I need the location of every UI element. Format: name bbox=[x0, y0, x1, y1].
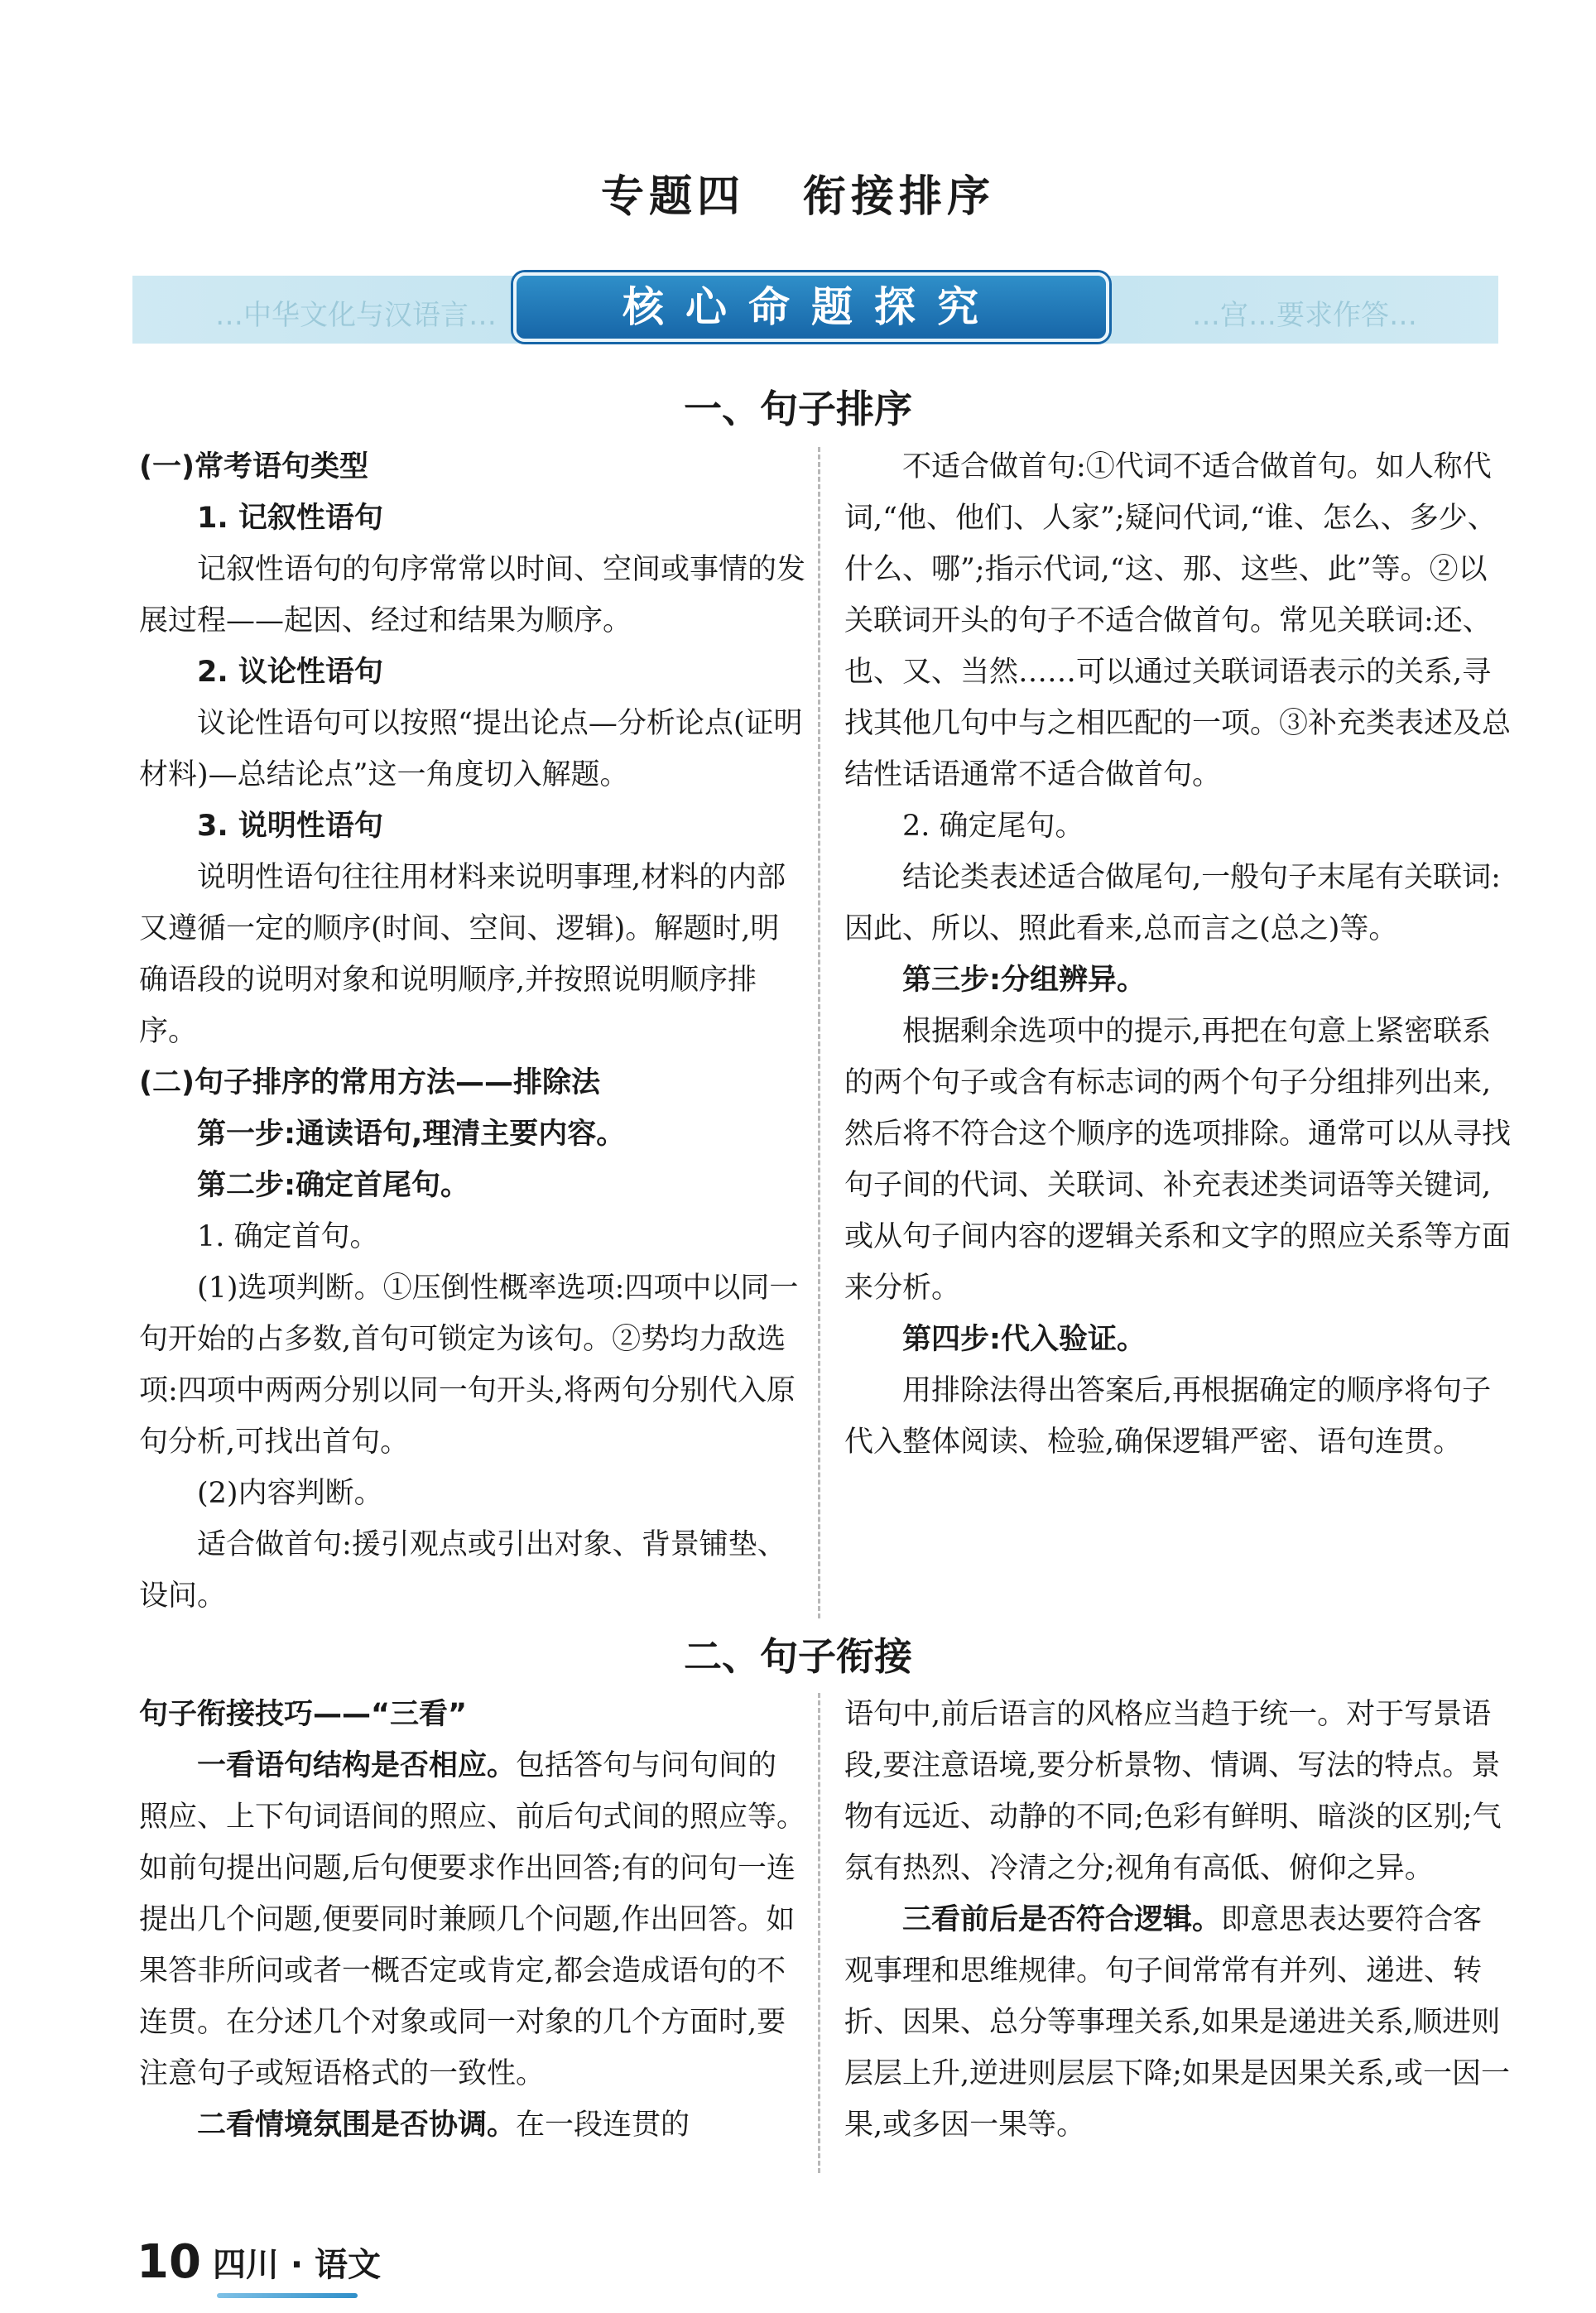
subsection-heading: (一)常考语句类型 bbox=[139, 450, 368, 483]
section-banner bbox=[132, 276, 1498, 344]
subsection-heading: 句子衔接技巧——“三看” bbox=[139, 1698, 468, 1731]
column-divider bbox=[818, 1693, 820, 2173]
section1-right-column bbox=[844, 441, 1511, 1468]
paragraph: (2)内容判断。 bbox=[197, 1477, 383, 1510]
step-title: 第一步:通读语句,理清主要内容。 bbox=[197, 1118, 626, 1151]
banner-watermark-right: …宫…要求作答… bbox=[1192, 299, 1417, 332]
footer-label: 四川 · 语文 bbox=[212, 2246, 381, 2284]
banner-label: 核心命题探究 bbox=[513, 272, 1109, 342]
paragraph bbox=[139, 2099, 805, 2151]
paragraph-body: 在一段连贯的 bbox=[516, 2109, 690, 2142]
paragraph-body: 包括答句与问句间的照应、上下句词语间的照应、前后句式间的照应等。如前句提出问题,后句便要求作出回答;有的问句一连提出几个问题,便要同时兼顾几个问题,作出回答。如果答非所问或者一概否定或肯定,都会造成语句的不连贯。在分述几个对象或同一对象的几个方面时,要注意句子或短语格式的一致性。 bbox=[139, 1749, 806, 2090]
lead-phrase: 二看情境氛围是否协调。 bbox=[197, 2109, 517, 2142]
section-heading-sentence-ordering: 一、句子排序 bbox=[684, 387, 912, 431]
paragraph: (1)选项判断。①压倒性概率选项:四项中以同一句开始的占多数,首句可锁定为该句。②势均力敌选项:四项中两两分别以同一句开头,将两句分别代入原句分析,可找出首句。 bbox=[139, 1272, 799, 1459]
paragraph: 记叙性语句的句序常常以时间、空间或事情的发展过程——起因、经过和结果为顺序。 bbox=[139, 553, 806, 637]
paragraph bbox=[139, 1740, 805, 2099]
page-number: 10 bbox=[137, 2235, 201, 2289]
section-heading-sentence-linking: 二、句子衔接 bbox=[684, 1634, 912, 1679]
paragraph: 语句中,前后语言的风格应当趋于统一。对于写景语段,要注意语境,要分析景物、情调、写法的特点。景物有远近、动静的不同;色彩有鲜明、暗淡的区别;气氛有热烈、冷清之分;视角有高低、俯仰之异。 bbox=[844, 1698, 1502, 1885]
paragraph: 不适合做首句:①代词不适合做首句。如人称代词,“他、他们、人家”;疑问代词,“谁、怎么、多少、什么、哪”;指示代词,“这、那、这些、此”等。②以关联词开头的句子不适合做首句。常见关联词:还、也、又、当然……可以通过关联词语表示的关系,寻找其他几句中与之相匹配的一项。③补充类表述及总结性话语通常不适合做首句。 bbox=[844, 450, 1512, 791]
page-title bbox=[0, 161, 1596, 224]
paragraph: 议论性语句可以按照“提出论点—分析论点(证明材料)—总结论点”这一角度切入解题。 bbox=[139, 707, 803, 791]
step-title: 第四步:代入验证。 bbox=[902, 1323, 1146, 1356]
step-title: 第三步:分组辨异。 bbox=[902, 964, 1146, 997]
page-title-subject: 衔接排序 bbox=[803, 172, 996, 222]
lead-phrase: 一看语句结构是否相应。 bbox=[197, 1749, 517, 1782]
column-divider bbox=[818, 447, 820, 1618]
section2-left-column bbox=[139, 1689, 805, 2151]
item-title: 2. 议论性语句 bbox=[197, 656, 383, 689]
paragraph bbox=[844, 1894, 1511, 2151]
paragraph: 1. 确定首句。 bbox=[197, 1220, 379, 1253]
page-title-topic: 专题四 bbox=[600, 172, 745, 222]
item-title: 3. 说明性语句 bbox=[197, 810, 383, 843]
paragraph: 说明性语句往往用材料来说明事理,材料的内部又遵循一定的顺序(时间、空间、逻辑)。解题时,明确语段的说明对象和说明顺序,并按照说明顺序排序。 bbox=[139, 861, 786, 1048]
paragraph: 结论类表述适合做尾句,一般句子末尾有关联词:因此、所以、照此看来,总而言之(总之)等。 bbox=[844, 861, 1501, 945]
footer-underline bbox=[217, 2293, 358, 2298]
section2-right-column bbox=[844, 1689, 1511, 2151]
lead-phrase: 三看前后是否符合逻辑。 bbox=[902, 1903, 1222, 1936]
page-footer bbox=[137, 2235, 381, 2289]
item-title: 1. 记叙性语句 bbox=[197, 502, 383, 535]
paragraph: 用排除法得出答案后,再根据确定的顺序将句子代入整体阅读、检验,确保逻辑严密、语句连贯。 bbox=[844, 1374, 1492, 1459]
step-title: 第二步:确定首尾句。 bbox=[197, 1169, 469, 1202]
paragraph: 适合做首句:援引观点或引出对象、背景铺垫、设问。 bbox=[139, 1528, 786, 1613]
paragraph: 根据剩余选项中的提示,再把在句意上紧密联系的两个句子或含有标志词的两个句子分组排列出来,然后将不符合这个顺序的选项排除。通常可以从寻找句子间的代词、关联词、补充表述类词语等关键词,或从句子间内容的逻辑关系和文字的照应关系等方面来分析。 bbox=[844, 1015, 1512, 1305]
paragraph-body: 即意思表达要符合客观事理和思维规律。句子间常常有并列、递进、转折、因果、总分等事理关系,如果是递进关系,顺进则层层上升,逆进则层层下降;如果是因果关系,或一因一果,或多因一果等。 bbox=[844, 1903, 1511, 2142]
paragraph: 2. 确定尾句。 bbox=[902, 810, 1084, 843]
subsection-heading: (二)句子排序的常用方法——排除法 bbox=[139, 1066, 600, 1099]
banner-watermark-left: …中华文化与汉语言… bbox=[215, 299, 497, 332]
section1-left-column bbox=[139, 441, 805, 1622]
